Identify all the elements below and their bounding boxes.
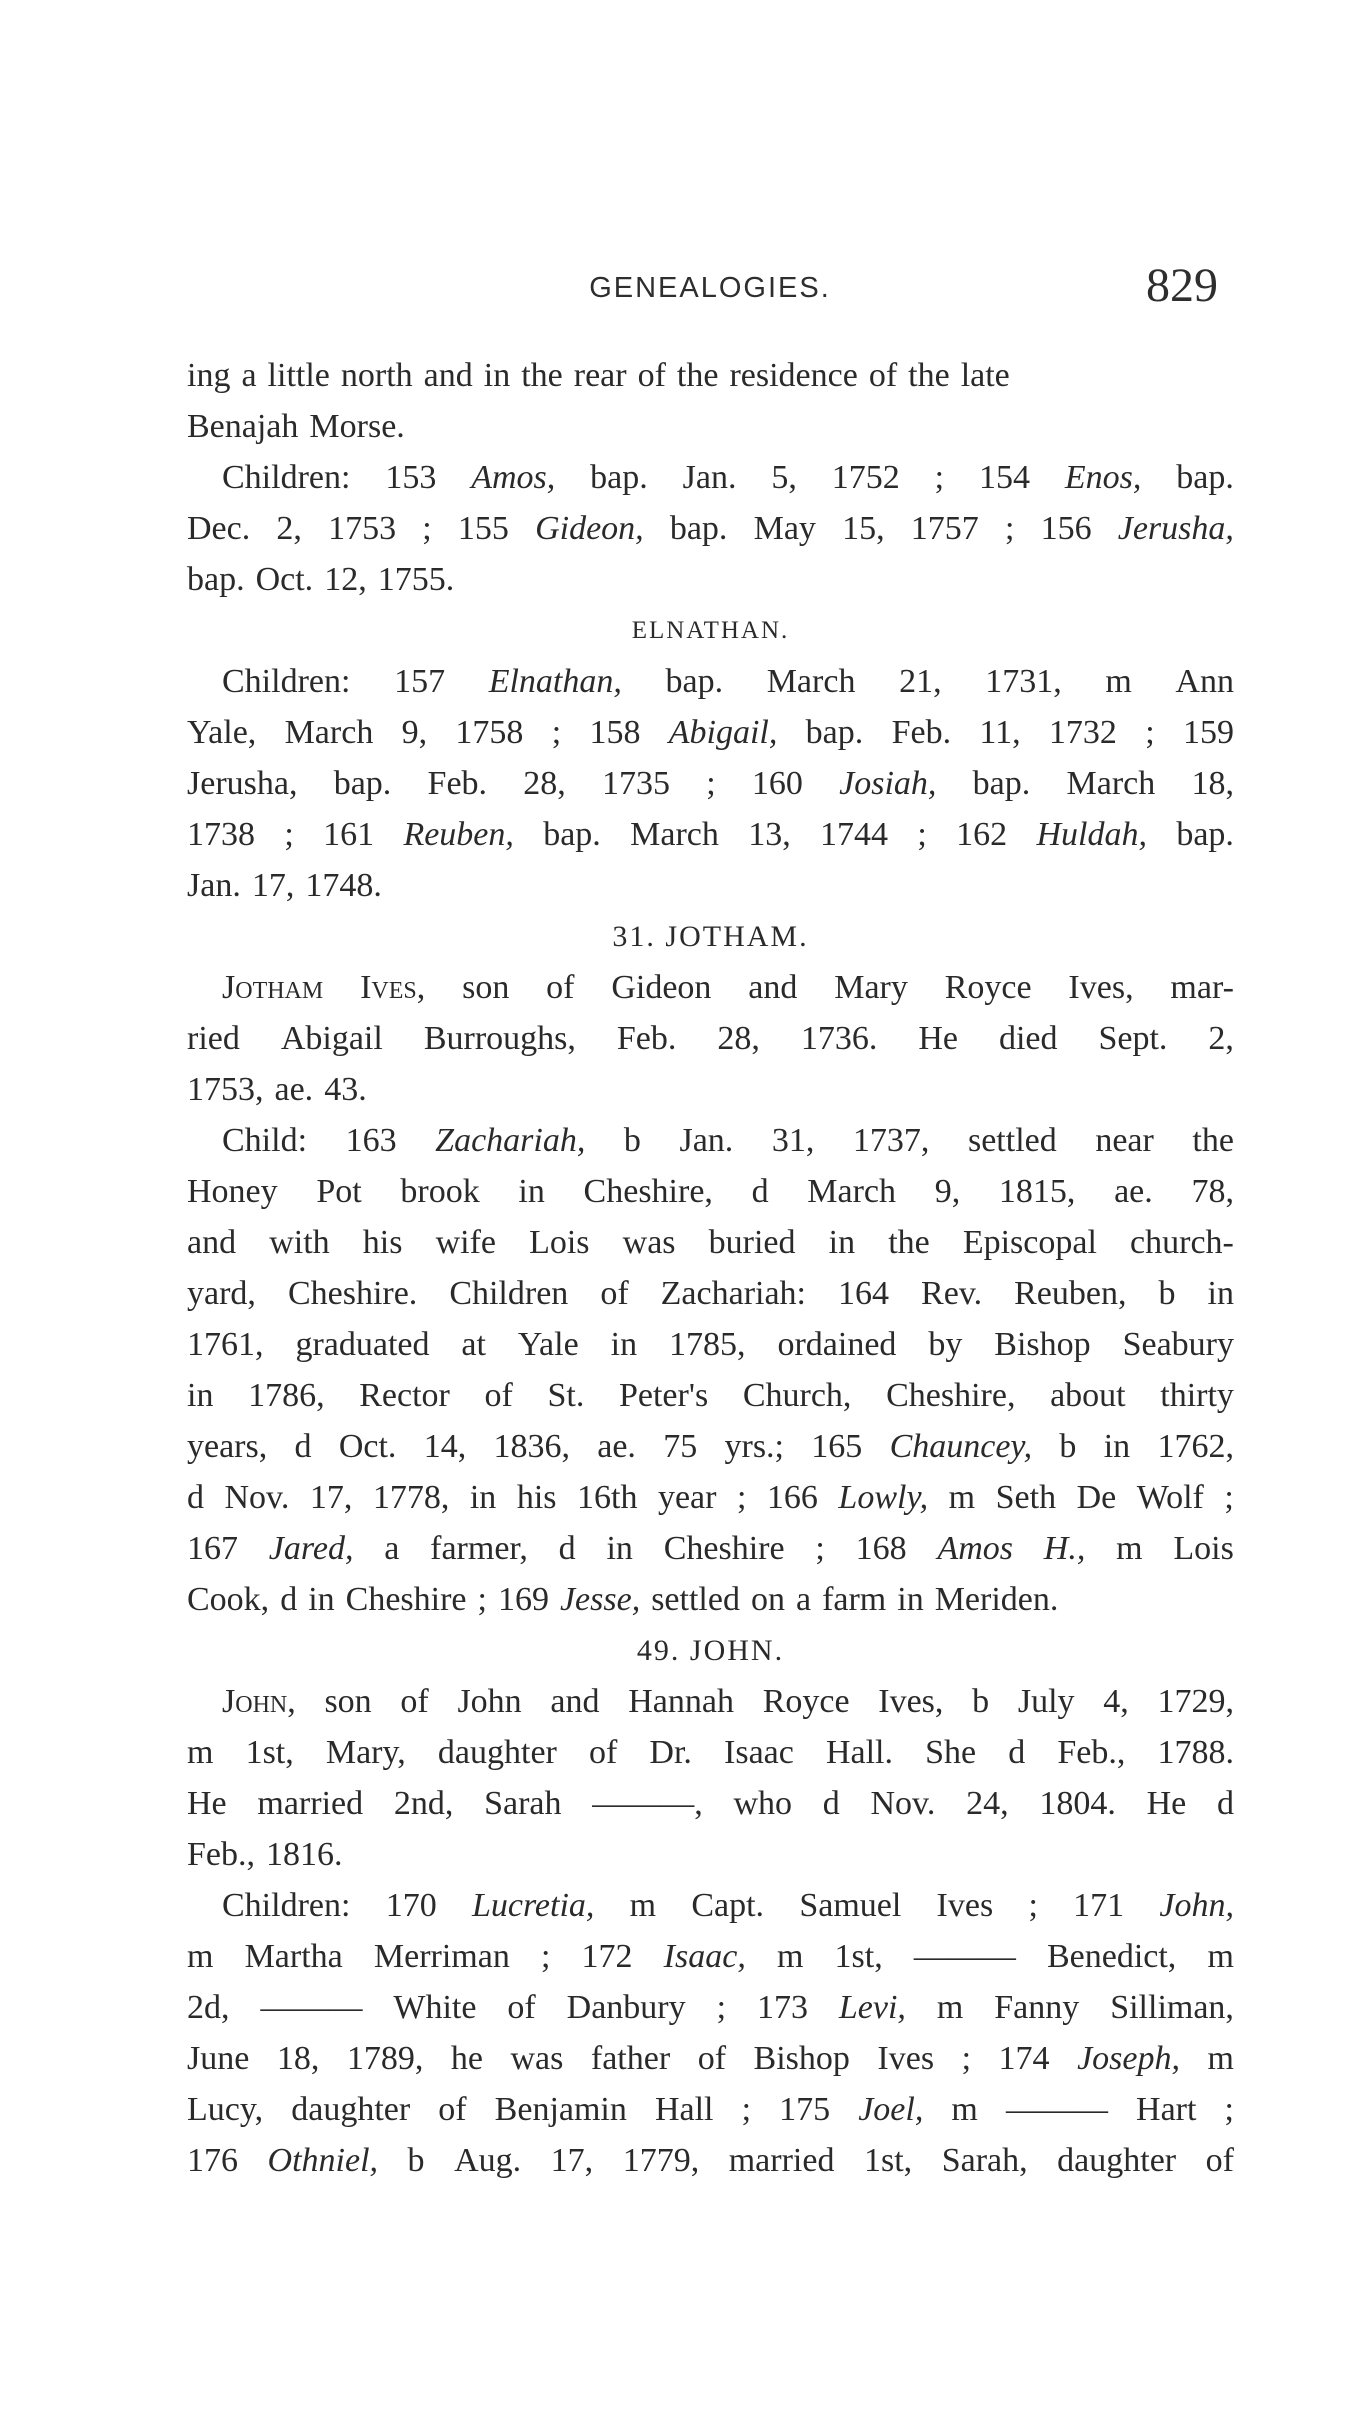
- text-line: Yale, March 9, 1758 ; 158 Abigail, bap. Feb. 11, 1732 ; 159: [187, 714, 1234, 751]
- text-line: in 1786, Rector of St. Peter's Church, Cheshire, about thirty: [187, 1377, 1234, 1414]
- text-line: Honey Pot brook in Cheshire, d March 9, 1815, ae. 78,: [187, 1173, 1234, 1210]
- running-head: [190, 258, 1230, 318]
- text-line: m 1st, Mary, daughter of Dr. Isaac Hall. She d Feb., 1788.: [187, 1734, 1234, 1771]
- text-line: yard, Cheshire. Children of Zachariah: 164 Rev. Reuben, b in: [187, 1275, 1234, 1312]
- text-line: m Martha Merriman ; 172 Isaac, m 1st, ——— Benedict, m: [187, 1938, 1234, 1975]
- text-line: June 18, 1789, he was father of Bishop Ives ; 174 Joseph, m: [187, 2040, 1234, 2077]
- text-line: Benajah Morse.: [187, 408, 405, 445]
- text-line: and with his wife Lois was buried in the Episcopal church-: [187, 1224, 1234, 1261]
- text-line: Jotham Ives, son of Gideon and Mary Royce Ives, mar-: [222, 969, 1234, 1006]
- text-line: Children: 157 Elnathan, bap. March 21, 1731, m Ann: [222, 663, 1234, 700]
- text-line: 1753, ae. 43.: [187, 1071, 367, 1108]
- text-line: 167 Jared, a farmer, d in Cheshire ; 168 Amos H., m Lois: [187, 1530, 1234, 1567]
- text-line: Feb., 1816.: [187, 1836, 343, 1873]
- text-line: bap. Oct. 12, 1755.: [187, 561, 455, 598]
- page-number: 829: [1146, 259, 1218, 312]
- text-line: 1738 ; 161 Reuben, bap. March 13, 1744 ; 162 Huldah, bap.: [187, 816, 1234, 853]
- text-line: Cook, d in Cheshire ; 169 Jesse, settled on a farm in Meriden.: [187, 1581, 1059, 1618]
- text-line: He married 2nd, Sarah ———, who d Nov. 24, 1804. He d: [187, 1785, 1234, 1822]
- text-line: Children: 170 Lucretia, m Capt. Samuel Ives ; 171 John,: [222, 1887, 1234, 1924]
- text-line: ing a little north and in the rear of the residence of the late: [187, 357, 1010, 394]
- text-line: 2d, ——— White of Danbury ; 173 Levi, m Fanny Silliman,: [187, 1989, 1234, 2026]
- text-line: years, d Oct. 14, 1836, ae. 75 yrs.; 165 Chauncey, b in 1762,: [187, 1428, 1234, 1465]
- section-heading: 31. JOTHAM.: [612, 920, 809, 953]
- section-heading: 49. JOHN.: [636, 1634, 785, 1667]
- text-line: 176 Othniel, b Aug. 17, 1779, married 1st, Sarah, daughter of: [187, 2142, 1234, 2179]
- text-line: Dec. 2, 1753 ; 155 Gideon, bap. May 15, 1757 ; 156 Jerusha,: [187, 510, 1234, 547]
- text-line: 1761, graduated at Yale in 1785, ordained by Bishop Seabury: [187, 1326, 1234, 1363]
- running-title: GENEALOGIES.: [589, 272, 831, 304]
- text-line: Child: 163 Zachariah, b Jan. 31, 1737, settled near the: [222, 1122, 1234, 1159]
- text-line: Jan. 17, 1748.: [187, 867, 382, 904]
- text-line: ried Abigail Burroughs, Feb. 28, 1736. He died Sept. 2,: [187, 1020, 1234, 1057]
- section-heading: ELNATHAN.: [631, 617, 790, 644]
- text-line: Jerusha, bap. Feb. 28, 1735 ; 160 Josiah, bap. March 18,: [187, 765, 1234, 802]
- text-line: Lucy, daughter of Benjamin Hall ; 175 Joel, m ——— Hart ;: [187, 2091, 1234, 2128]
- body-text: [187, 350, 1234, 2186]
- text-line: Children: 153 Amos, bap. Jan. 5, 1752 ; 154 Enos, bap.: [222, 459, 1234, 496]
- text-line: d Nov. 17, 1778, in his 16th year ; 166 Lowly, m Seth De Wolf ;: [187, 1479, 1234, 1516]
- text-line: John, son of John and Hannah Royce Ives, b July 4, 1729,: [222, 1683, 1234, 1720]
